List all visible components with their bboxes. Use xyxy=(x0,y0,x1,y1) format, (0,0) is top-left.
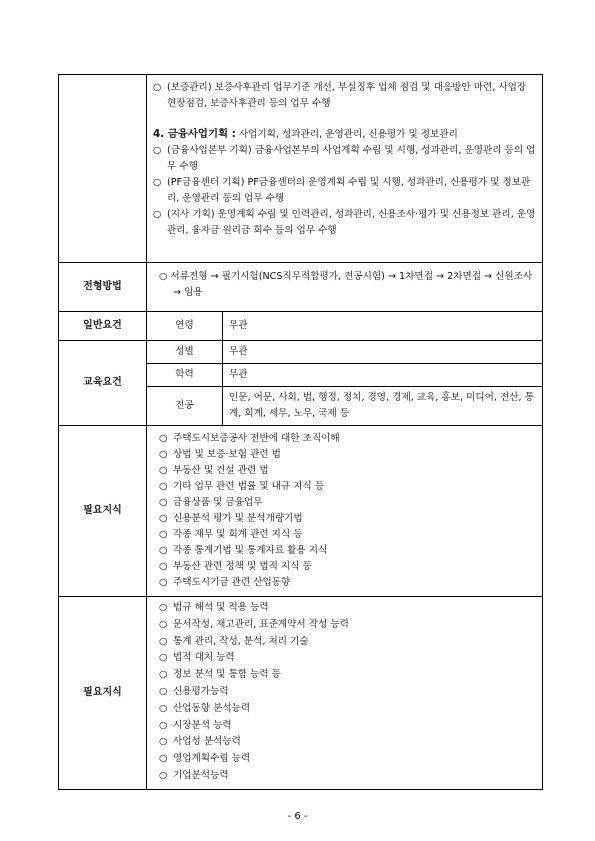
list-item xyxy=(159,527,536,543)
list-item xyxy=(159,463,536,479)
education-value: 무관 xyxy=(223,341,543,364)
list-item-text: 정보 분석 및 통합 능력 등 xyxy=(173,669,281,681)
list-item-text: 상법 및 보증·보험 관련 법 xyxy=(173,449,281,460)
list-item xyxy=(159,511,536,527)
bullet-mark: ○ xyxy=(159,719,168,731)
process-content xyxy=(147,263,543,312)
list-item-text: 사업성 분석능력 xyxy=(173,736,241,748)
general-value: 무관 xyxy=(223,312,543,341)
list-item-text: 주택도시보증공사 전반에 대한 조직이해 xyxy=(173,433,340,444)
knowledge-content xyxy=(147,426,543,597)
skills-row xyxy=(59,597,543,790)
bullet-mark: ○ xyxy=(159,769,168,781)
document-page xyxy=(58,74,542,790)
list-item-text: 영업계획수립 능력 xyxy=(173,753,251,765)
bullet-mark: ○ xyxy=(159,635,168,647)
bullet-mark: ○ xyxy=(159,481,168,492)
bullet-mark: ○ xyxy=(159,736,168,748)
education-sub-label: 학력 xyxy=(147,364,223,387)
list-item xyxy=(159,447,536,463)
list-item-text: 기타 업무 관련 법률 및 내규 지식 등 xyxy=(173,481,325,492)
list-item-text: 법규 해석 및 적용 능력 xyxy=(173,602,269,613)
list-item xyxy=(159,634,536,651)
list-item-text: 문서작성, 재고관리, 표준계약서 작성 능력 xyxy=(173,618,349,630)
skills-content xyxy=(147,597,543,790)
general-row xyxy=(59,312,543,341)
bullet-mark: ○ xyxy=(159,753,168,765)
list-item-text: 기업분석능력 xyxy=(173,769,229,781)
list-item xyxy=(159,431,536,447)
list-item xyxy=(159,701,536,718)
process-text: ○ 서류전형 → 필기시험(NCS직무적합평가, 전공시험) → 1차면접 → 2차면접 → 신원조사 → 임용 xyxy=(159,271,533,298)
knowledge-row xyxy=(59,426,543,597)
list-item-text: 신용평가능력 xyxy=(173,685,229,697)
list-item xyxy=(159,718,536,735)
list-item-text: 시장분석 능력 xyxy=(173,719,232,731)
process-label: 전형방법 xyxy=(59,263,147,312)
bullet-mark: ○ xyxy=(159,449,168,460)
bullet-mark: ○ xyxy=(159,433,168,444)
list-item-text: 각종 재무 및 회계 관련 지식 등 xyxy=(173,529,303,540)
knowledge-label: 필요지식 xyxy=(59,426,147,597)
duty-line: ○ (금융사업본부 기획) 금융사업본부의 사업계획 수립 및 시행, 성과관리, 운영관리 등의 업무 수행 xyxy=(153,145,536,172)
list-item-text: 신용분석 평가 및 분석개량기법 xyxy=(173,513,303,524)
education-row xyxy=(59,341,543,364)
process-row xyxy=(59,263,543,312)
list-item xyxy=(159,479,536,495)
bullet-mark: ○ xyxy=(159,652,168,664)
bullet-mark: ○ xyxy=(159,577,168,588)
list-item xyxy=(159,617,536,634)
bullet-mark: ○ xyxy=(159,602,168,613)
list-item-text: 산업동향 분석능력 xyxy=(173,702,251,714)
skills-label: 필요지식 xyxy=(59,597,147,790)
list-item xyxy=(159,559,536,575)
duty-line: ○ (보증관리) 보증사후관리 업무기준 개선, 부실징후 업체 점검 및 대응방안 마련, 사업장 현장점검, 보증사후관리 등의 업무 수행 xyxy=(153,82,527,109)
section4-title: 4. 금융사업기획 : 사업기획, 성과관리, 운영관리, 신용평가 및 정보관리 xyxy=(153,128,458,140)
list-item xyxy=(159,667,536,684)
bullet-mark: ○ xyxy=(159,618,168,630)
education-value: 인문, 어문, 사회, 법, 행정, 정치, 경영, 경제, 교육, 홍보, 미디어, 전산, 통계, 회계, 세무, 노무, 국제 등 xyxy=(223,387,543,426)
list-item-text: 통계 관리, 작성, 분석, 처리 기술 xyxy=(173,635,309,647)
duty-line: ○ (PF금융센터 기획) PF금융센터의 운영계획 수립 및 시행, 성과관리, 신용평가 및 정보관리, 운영관리 등의 업무 수행 xyxy=(153,177,531,204)
list-item-text: 주택도시기금 관련 산업동향 xyxy=(173,577,291,588)
list-item xyxy=(159,768,536,785)
bullet-mark: ○ xyxy=(159,545,168,556)
list-item xyxy=(159,543,536,559)
bullet-mark: ○ xyxy=(159,669,168,681)
duties-content-cell xyxy=(147,75,543,263)
list-item xyxy=(159,751,536,768)
list-item xyxy=(159,575,536,591)
bullet-mark: ○ xyxy=(159,465,168,476)
education-value: 무관 xyxy=(223,364,543,387)
general-label: 일반요건 xyxy=(59,312,147,341)
list-item xyxy=(159,650,536,667)
bullet-mark: ○ xyxy=(159,513,168,524)
list-item-text: 부동산 관련 정책 및 법적 지식 등 xyxy=(173,561,312,572)
education-label: 교육요건 xyxy=(59,341,147,426)
bullet-mark: ○ xyxy=(159,529,168,540)
bullet-mark: ○ xyxy=(159,685,168,697)
general-sub-label: 연령 xyxy=(147,312,223,341)
education-sub-label: 전공 xyxy=(147,387,223,426)
list-item xyxy=(159,600,536,617)
bullet-mark: ○ xyxy=(159,702,168,714)
education-sub-label: 성별 xyxy=(147,341,223,364)
duties-label-cell xyxy=(59,75,147,263)
list-item-text: 법적 대처 능력 xyxy=(173,652,235,664)
list-item xyxy=(159,495,536,511)
job-description-table xyxy=(58,74,543,790)
list-item-text: 금융상품 및 금융업무 xyxy=(173,497,263,508)
duties-row xyxy=(59,75,543,263)
page-number: - 6 - xyxy=(287,811,308,822)
list-item xyxy=(159,684,536,701)
bullet-mark: ○ xyxy=(159,561,168,572)
duty-line: ○ (지사 기획) 운영계획 수립 및 인력관리, 성과관리, 신용조사·평가 및 신용정보 관리, 운영관리, 융자금 원리금 회수 등의 업무 수행 xyxy=(153,209,536,236)
list-item-text: 각종 통계기법 및 통계자료 활용 지식 xyxy=(173,545,328,556)
list-item-text: 부동산 및 건설 관련 법 xyxy=(173,465,269,476)
bullet-mark: ○ xyxy=(159,497,168,508)
list-item xyxy=(159,734,536,751)
